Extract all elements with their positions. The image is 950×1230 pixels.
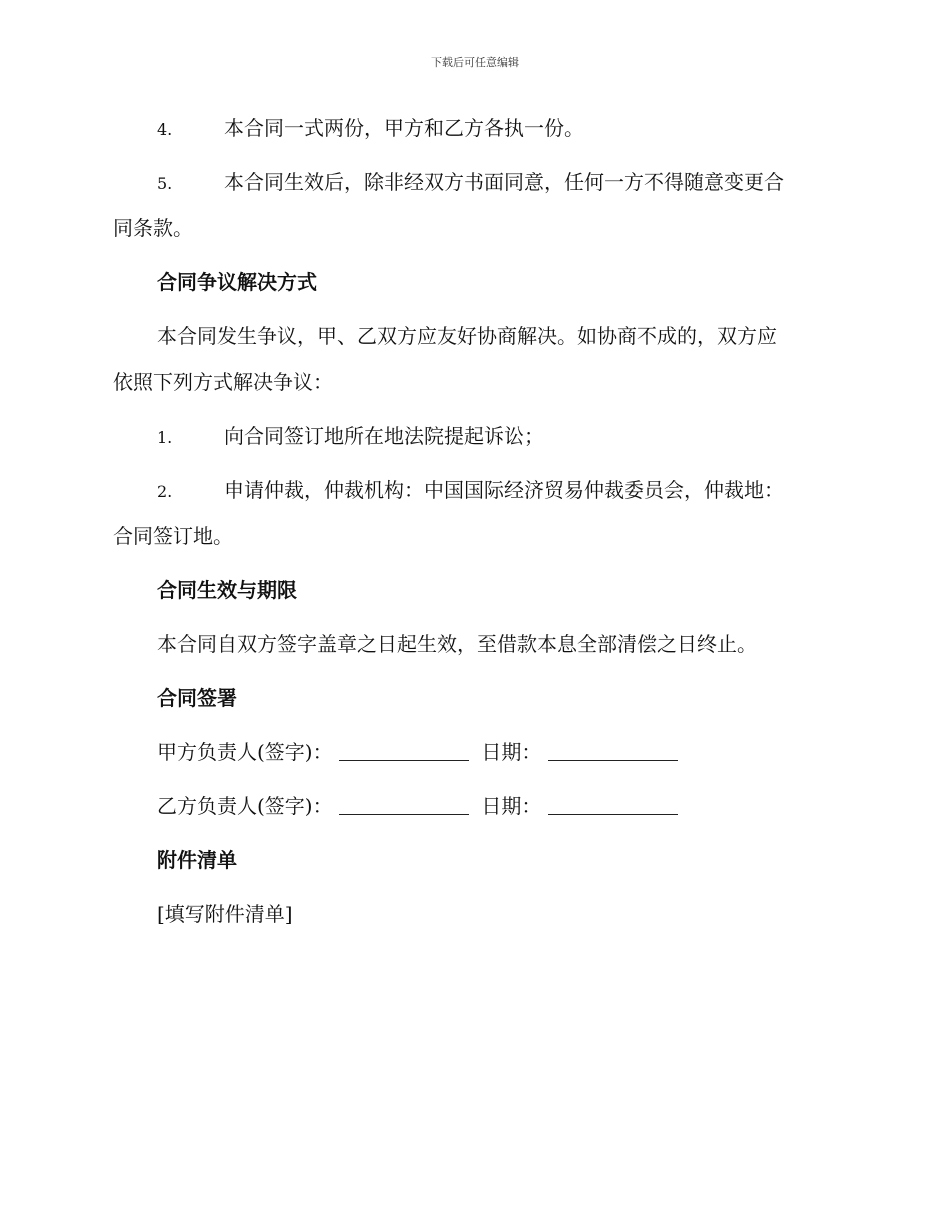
dispute-item-2-text-continued: 合同签订地。 (113, 524, 233, 548)
party-a-date-label: 日期： (481, 740, 542, 764)
party-b-date-blank[interactable] (548, 796, 678, 815)
party-a-date-blank[interactable] (548, 742, 678, 761)
clause-5-number: 5. (157, 174, 173, 193)
clause-5-text-continued: 同条款。 (113, 216, 193, 240)
dispute-item-2-text: 申请仲裁，仲裁机构：中国国际经济贸易仲裁委员会，仲裁地： (224, 478, 784, 502)
dispute-paragraph-line-1: 本合同发生争议，甲、乙双方应友好协商解决。如协商不成的，双方应 (157, 324, 777, 348)
party-b-date-label: 日期： (481, 794, 542, 818)
clause-4-number: 4. (157, 120, 173, 139)
clause-4-text: 本合同一式两份，甲方和乙方各执一份。 (224, 116, 584, 140)
dispute-paragraph-line-2: 依照下列方式解决争议： (113, 370, 333, 394)
party-a-signature-label: 甲方负责人(签字)： (157, 740, 333, 764)
dispute-heading: 合同争议解决方式 (157, 270, 317, 294)
header-note: 下载后可任意编辑 (431, 56, 519, 69)
attachments-placeholder: [填写附件清单] (157, 902, 293, 926)
party-b-signature-blank[interactable] (339, 796, 469, 815)
dispute-item-2-number: 2. (157, 482, 173, 501)
dispute-item-1-number: 1. (157, 428, 173, 447)
party-b-signature-label: 乙方负责人(签字)： (157, 794, 333, 818)
effect-heading: 合同生效与期限 (157, 578, 297, 602)
dispute-item-1-text: 向合同签订地所在地法院提起诉讼； (224, 424, 544, 448)
effect-text: 本合同自双方签字盖章之日起生效，至借款本息全部清偿之日终止。 (157, 632, 757, 656)
party-a-signature-row (157, 740, 678, 764)
signing-heading: 合同签署 (157, 686, 237, 710)
party-a-signature-blank[interactable] (339, 742, 469, 761)
party-b-signature-row (157, 794, 678, 818)
clause-5-text: 本合同生效后，除非经双方书面同意，任何一方不得随意变更合 (224, 170, 784, 194)
attachments-heading: 附件清单 (157, 848, 237, 872)
